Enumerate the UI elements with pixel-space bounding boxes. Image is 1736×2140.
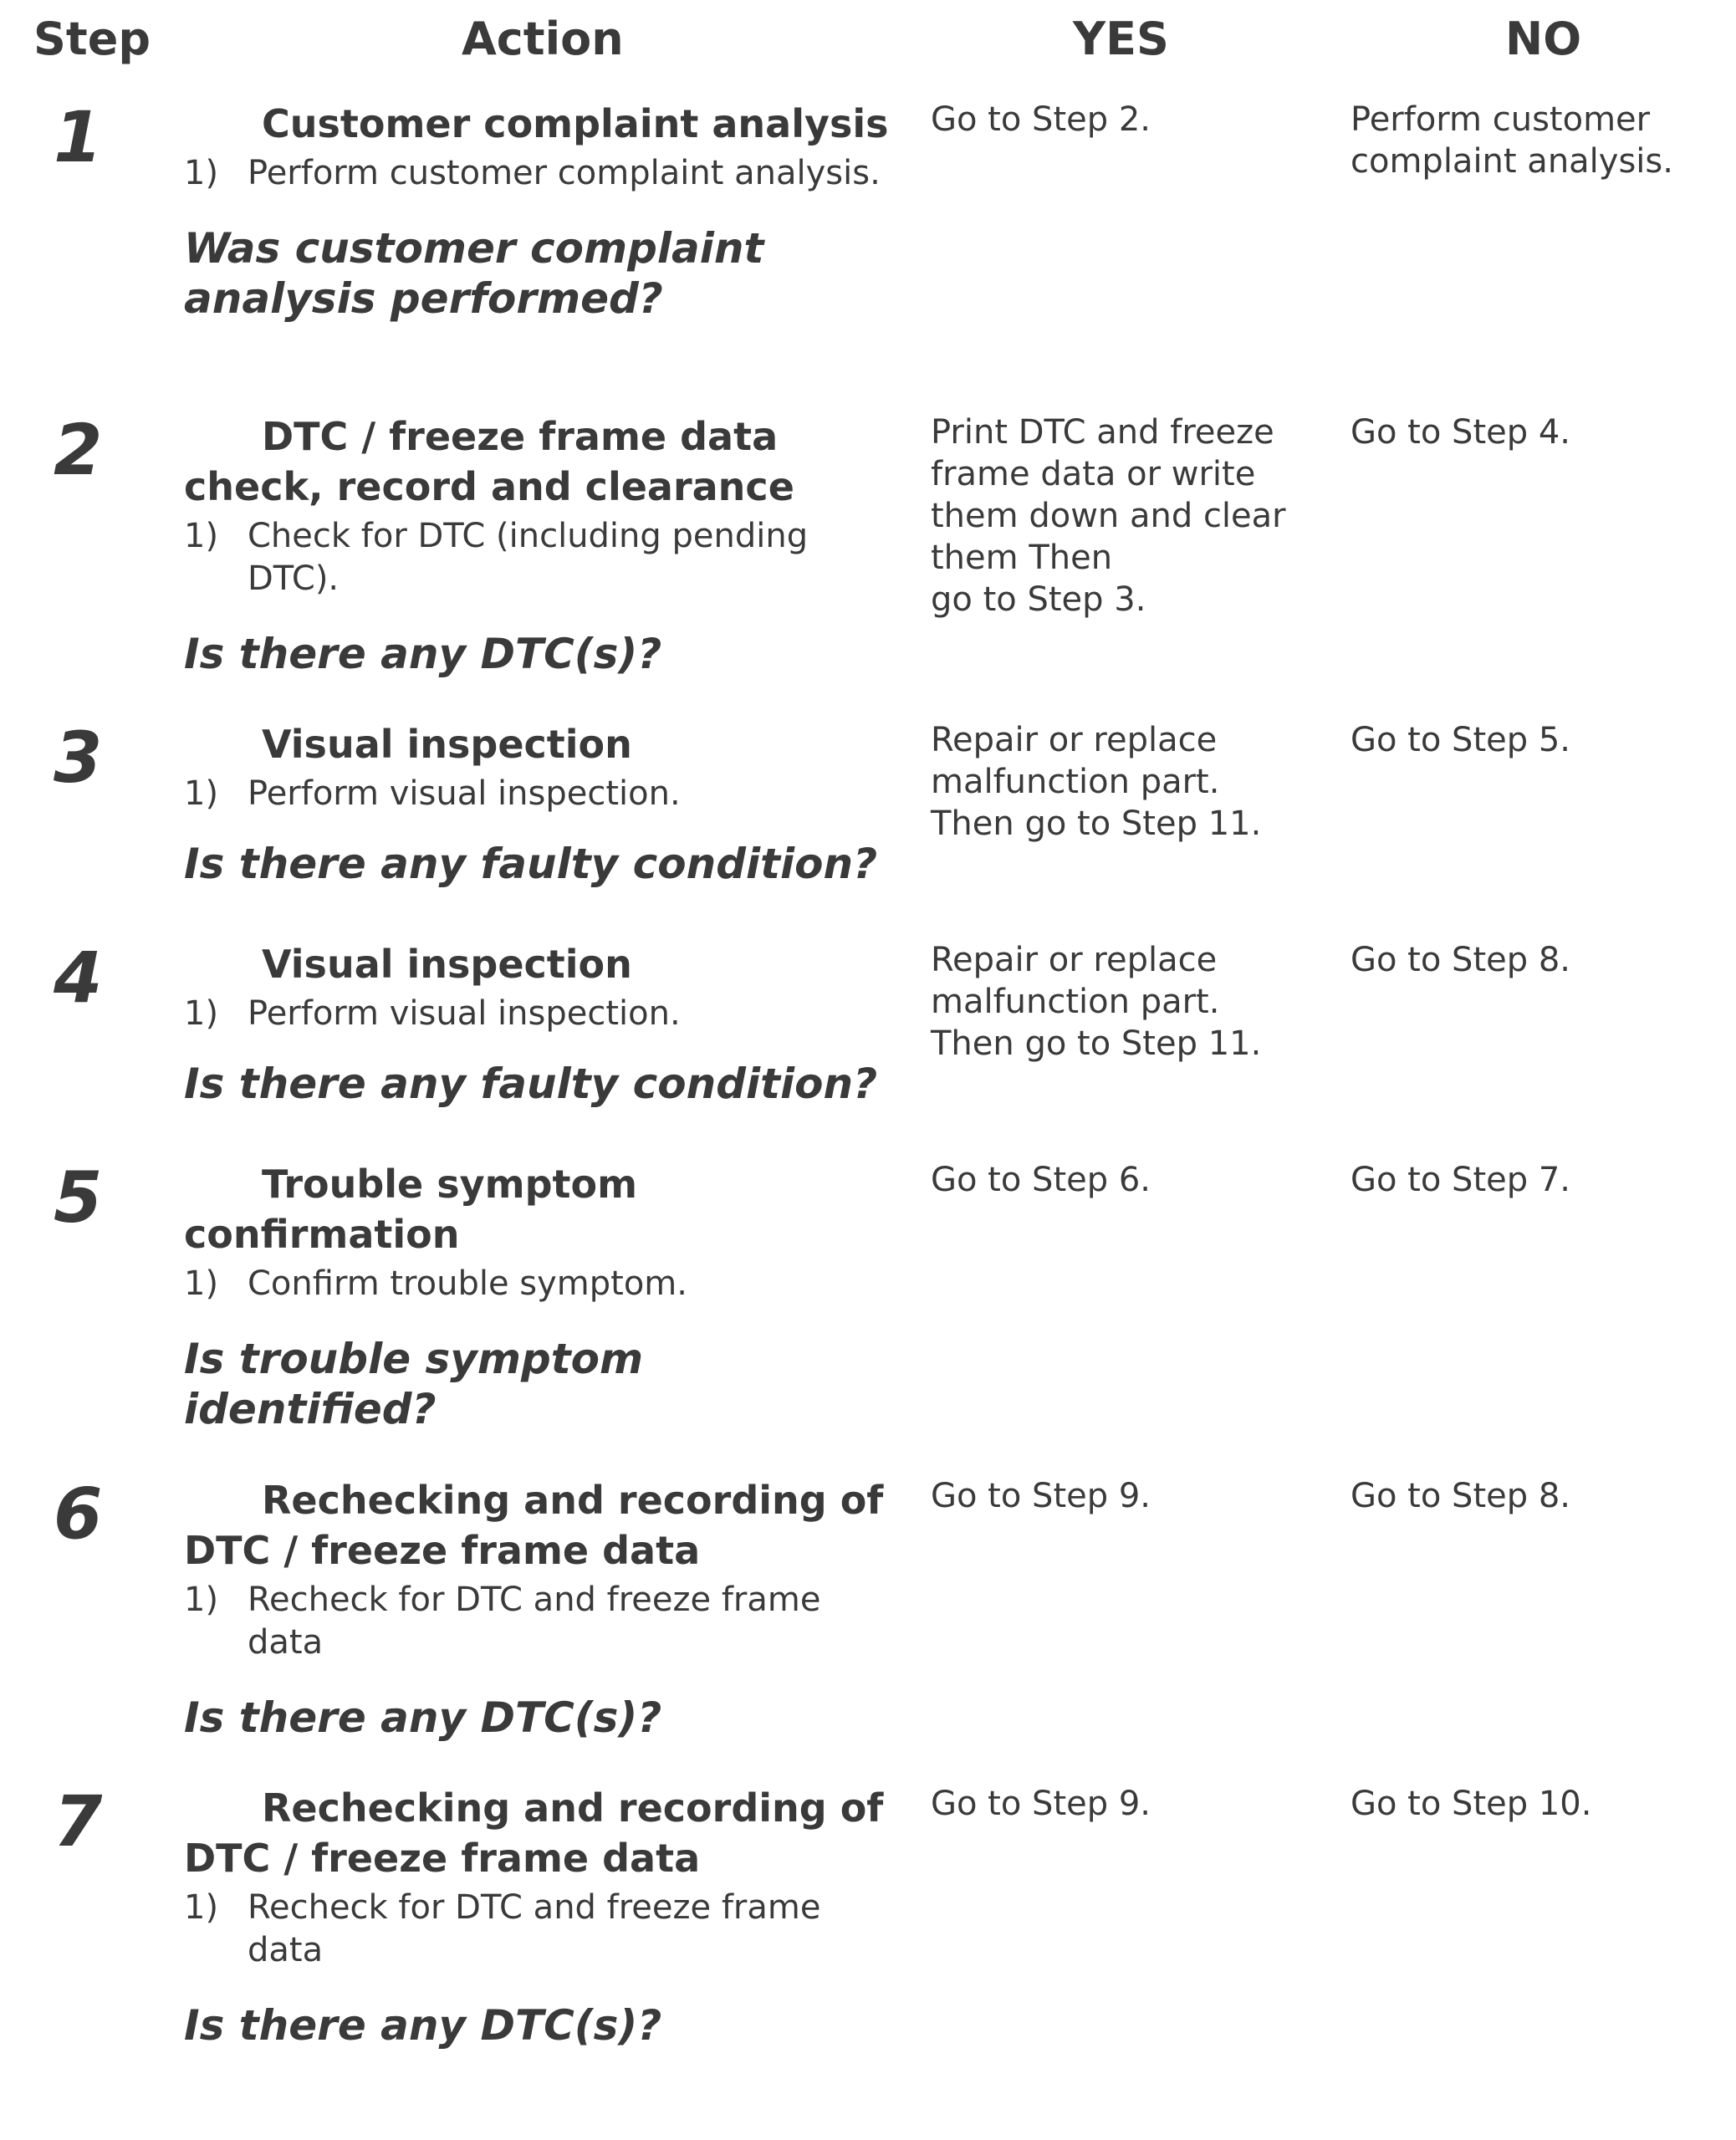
yes-cell — [931, 99, 1332, 140]
yes-cell — [931, 1475, 1332, 1517]
step-number: 5 — [54, 1157, 103, 1239]
item-text: Perform customer complaint analysis. — [248, 154, 881, 192]
no-line: Go to Step 5. — [1351, 721, 1571, 759]
yes-line: frame data or write — [931, 455, 1256, 493]
action-question: Is there any DTC(s)? — [184, 630, 662, 678]
item-number: 1) — [184, 1888, 219, 1927]
item-text: Perform visual inspection. — [248, 994, 681, 1033]
yes-cell — [931, 411, 1332, 621]
item-text: Confirm trouble symptom. — [248, 1264, 687, 1303]
action-item — [184, 515, 895, 600]
action-cell — [184, 719, 895, 889]
action-question: Was customer complaint analysis performed? — [184, 224, 764, 323]
action-item — [184, 993, 895, 1035]
action-title: Visual inspection — [262, 942, 632, 987]
yes-line: Go to Step 6. — [931, 1161, 1151, 1199]
action-question: Is there any faulty condition? — [184, 1060, 878, 1108]
action-item — [184, 1579, 895, 1664]
yes-cell — [931, 719, 1332, 845]
step-number: 6 — [54, 1473, 103, 1555]
yes-line: Then go to Step 11. — [931, 1024, 1262, 1063]
action-title: Rechecking and recording of DTC / freeze frame data — [184, 1785, 884, 1881]
yes-line: Print DTC and freeze — [931, 413, 1274, 452]
action-cell — [184, 99, 895, 324]
header-action: Action — [462, 13, 624, 65]
action-question: Is there any DTC(s)? — [184, 1693, 662, 1742]
yes-cell — [931, 1159, 1332, 1201]
yes-line: them Then — [931, 539, 1113, 577]
item-text: Perform visual inspection. — [248, 774, 681, 813]
no-cell — [1351, 1475, 1718, 1517]
yes-line: Repair or replace — [931, 941, 1218, 979]
no-cell — [1351, 1159, 1718, 1201]
item-text: Recheck for DTC and freeze frame data — [248, 1581, 821, 1662]
yes-line: Then go to Step 11. — [931, 804, 1262, 843]
no-line: Go to Step 7. — [1351, 1161, 1571, 1199]
action-title: Rechecking and recording of DTC / freeze frame data — [184, 1478, 884, 1573]
action-question: Is there any DTC(s)? — [184, 2001, 662, 2050]
item-number: 1) — [184, 994, 219, 1033]
yes-line: malfunction part. — [931, 983, 1220, 1021]
action-cell — [184, 939, 895, 1109]
yes-line: go to Step 3. — [931, 580, 1146, 619]
step-number: 3 — [54, 717, 103, 799]
action-title: DTC / freeze frame data check, record and clearance — [184, 414, 794, 509]
item-text: Check for DTC (including pending DTC). — [248, 517, 809, 598]
action-item — [184, 1263, 895, 1305]
yes-line: them down and clear — [931, 497, 1286, 535]
action-cell — [184, 411, 895, 679]
no-line: Perform customer — [1351, 100, 1651, 139]
no-line: Go to Step 8. — [1351, 1477, 1571, 1515]
header-step: Step — [33, 13, 151, 65]
item-text: Recheck for DTC and freeze frame data — [248, 1888, 821, 1969]
yes-line: Go to Step 9. — [931, 1477, 1151, 1515]
yes-cell — [931, 1783, 1332, 1825]
step-number: 7 — [54, 1780, 103, 1862]
action-title: Trouble symptom confirmation — [184, 1162, 638, 1257]
action-cell — [184, 1159, 895, 1434]
step-number: 1 — [54, 96, 103, 178]
action-title: Visual inspection — [262, 722, 632, 767]
action-cell — [184, 1475, 895, 1743]
no-cell — [1351, 411, 1718, 453]
action-item — [184, 1887, 895, 1972]
no-cell — [1351, 719, 1718, 761]
step-number: 2 — [54, 409, 103, 491]
item-number: 1) — [184, 774, 219, 813]
yes-line: Repair or replace — [931, 721, 1218, 759]
no-line: Go to Step 4. — [1351, 413, 1571, 452]
item-number: 1) — [184, 154, 219, 192]
action-item — [184, 152, 895, 195]
yes-cell — [931, 939, 1332, 1065]
step-number: 4 — [54, 937, 103, 1019]
no-line: Go to Step 8. — [1351, 941, 1571, 979]
header-no: NO — [1505, 13, 1582, 65]
action-question: Is there any faulty condition? — [184, 840, 878, 888]
item-number: 1) — [184, 1581, 219, 1619]
item-number: 1) — [184, 517, 219, 555]
no-cell — [1351, 1783, 1718, 1825]
no-line: Go to Step 10. — [1351, 1785, 1592, 1823]
action-title: Customer complaint analysis — [262, 101, 889, 146]
yes-line: malfunction part. — [931, 763, 1220, 801]
action-item — [184, 773, 895, 815]
no-line: complaint analysis. — [1351, 142, 1673, 181]
action-question: Is trouble symptom identified? — [184, 1335, 644, 1433]
header-yes: YES — [1073, 13, 1169, 65]
no-cell — [1351, 99, 1718, 182]
yes-line: Go to Step 9. — [931, 1785, 1151, 1823]
no-cell — [1351, 939, 1718, 981]
yes-line: Go to Step 2. — [931, 100, 1151, 139]
action-cell — [184, 1783, 895, 2051]
item-number: 1) — [184, 1264, 219, 1303]
